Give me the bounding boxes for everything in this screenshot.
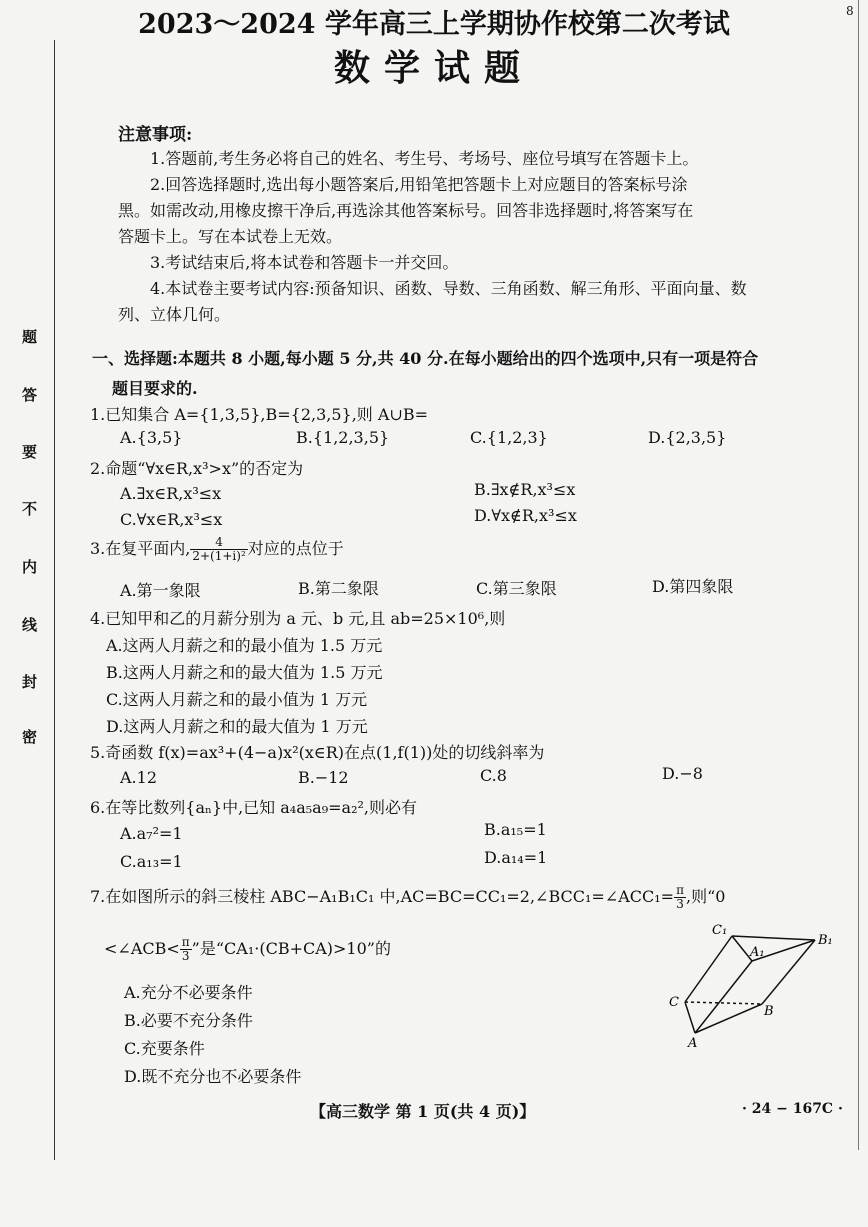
fraction: $\frac{\pi}{3}$ xyxy=(676,883,684,911)
notice-item: 1.答题前,考生务必将自己的姓名、考生号、考场号、座位号填写在答题卡上。 xyxy=(150,149,699,168)
vertex-label-c1: C₁ xyxy=(712,923,728,938)
prism-figure xyxy=(660,916,840,1051)
question-4-option-c: C.这两人月薪之和的最小值为 1 万元 xyxy=(106,690,368,709)
question-2-stem: 2.命题“∀x∈R,x³>x”的否定为 xyxy=(90,459,304,478)
question-3-option-d: D.第四象限 xyxy=(652,577,734,596)
question-5-option-d: D.−8 xyxy=(662,764,703,783)
seal-char: 内 xyxy=(22,558,38,576)
question-1-option-d: D.{2,3,5} xyxy=(648,428,727,447)
seal-char: 密 xyxy=(22,728,38,746)
question-2-option-b: B.∃x∉R,x³≤x xyxy=(474,480,576,499)
question-3-stem: 3.在复平面内, $\frac{4}{\text{2+(1+i)²}}$ 对应的点位于 xyxy=(90,535,344,563)
question-7-option-a: A.充分不必要条件 xyxy=(124,983,253,1002)
question-6-option-c: C.a₁₃=1 xyxy=(120,852,183,871)
question-2-option-c: C.∀x∈R,x³≤x xyxy=(120,510,223,529)
question-3-option-a: A.第一象限 xyxy=(120,581,201,600)
question-1-option-a: A.{3,5} xyxy=(120,428,183,447)
seal-char: 线 xyxy=(22,616,38,634)
question-7-stem-line2: <∠ACB< $\frac{\pi}{3}$ ”是“CA₁·(CB+CA)>10”的 xyxy=(104,935,391,963)
question-1-option-b: B.{1,2,3,5} xyxy=(296,428,390,447)
question-5-option-b: B.−12 xyxy=(298,768,349,787)
question-3-option-c: C.第三象限 xyxy=(476,579,557,598)
seal-char: 要 xyxy=(22,443,38,461)
question-7-option-b: B.必要不充分条件 xyxy=(124,1011,253,1030)
question-5-stem: 5.奇函数 f(x)=ax³+(4−a)x²(x∈R)在点(1,f(1))处的切线斜率为 xyxy=(90,743,545,762)
seal-char: 封 xyxy=(22,673,38,691)
question-6-stem: 6.在等比数列{aₙ}中,已知 a₄a₅a₉=a₂²,则必有 xyxy=(90,798,417,817)
vertex-label-b1: B₁ xyxy=(818,933,833,948)
question-7-option-c: C.充要条件 xyxy=(124,1039,205,1058)
exam-title: 2023～2024 学年高三上学期协作校第二次考试 xyxy=(138,9,730,40)
seal-char: 不 xyxy=(22,500,38,518)
section-heading: 一、选择题:本题共 8 小题,每小题 5 分,共 40 分.在每小题给出的四个选项中,只有一项是符合 xyxy=(92,349,759,368)
question-6-option-a: A.a₇²=1 xyxy=(120,824,183,843)
question-2-option-d: D.∀x∉R,x³≤x xyxy=(474,506,577,525)
question-4-option-d: D.这两人月薪之和的最大值为 1 万元 xyxy=(106,717,368,736)
page-info: 【高三数学 第 1 页(共 4 页)】 xyxy=(310,1102,536,1121)
question-4-option-b: B.这两人月薪之和的最大值为 1.5 万元 xyxy=(106,663,383,682)
question-4-stem: 4.已知甲和乙的月薪分别为 a 元、b 元,且 ab=25×10⁶,则 xyxy=(90,609,506,628)
question-2-option-a: A.∃x∈R,x³≤x xyxy=(120,484,222,503)
question-7-option-d: D.既不充分也不必要条件 xyxy=(124,1067,302,1086)
fraction: $\frac{\pi}{3}$ xyxy=(181,935,190,963)
notice-item: 2.回答选择题时,选出每小题答案后,用铅笔把答题卡上对应题目的答案标号涂 xyxy=(150,175,688,194)
corner-mark: 8 xyxy=(846,4,854,18)
notice-item: 黑。如需改动,用橡皮擦干净后,再选涂其他答案标号。回答非选择题时,将答案写在 xyxy=(118,201,694,220)
question-6-option-b: B.a₁₅=1 xyxy=(484,820,547,839)
notice-item: 3.考试结束后,将本试卷和答题卡一并交回。 xyxy=(150,253,459,272)
page-edge-line xyxy=(858,0,859,1150)
question-7-stem-line1: 7.在如图所示的斜三棱柱 ABC−A₁B₁C₁ 中,AC=BC=CC₁=2,∠BCC₁=∠ACC₁= $\frac{\pi}{3}$ ,则“0 xyxy=(90,883,726,911)
exam-code: · 24 − 167C · xyxy=(742,1101,843,1117)
fraction: $\frac{4}{\text{2+(1+i)²}}$ xyxy=(192,535,246,563)
notice-heading: 注意事项: xyxy=(118,125,193,145)
notice-item: 4.本试卷主要考试内容:预备知识、函数、导数、三角函数、解三角形、平面向量、数 xyxy=(150,279,747,298)
question-1-stem: 1.已知集合 A={1,3,5},B={2,3,5},则 A∪B= xyxy=(90,405,429,424)
question-1-option-c: C.{1,2,3} xyxy=(470,428,548,447)
vertex-label-a: A xyxy=(688,1036,698,1051)
binding-line xyxy=(54,40,55,1160)
question-5-option-a: A.12 xyxy=(120,768,157,787)
notice-item: 列、立体几何。 xyxy=(118,305,231,324)
question-3-option-b: B.第二象限 xyxy=(298,579,379,598)
question-4-option-a: A.这两人月薪之和的最小值为 1.5 万元 xyxy=(106,636,383,655)
question-6-option-d: D.a₁₄=1 xyxy=(484,848,548,867)
vertex-label-b: B xyxy=(764,1004,774,1019)
vertex-label-c: C xyxy=(669,995,679,1010)
section-heading-cont: 题目要求的. xyxy=(112,379,198,398)
question-5-option-c: C.8 xyxy=(480,766,507,785)
notice-item: 答题卡上。写在本试卷上无效。 xyxy=(118,227,343,246)
subject-title: 数学试题 xyxy=(333,47,534,89)
seal-char: 答 xyxy=(22,386,38,404)
seal-char: 题 xyxy=(22,328,38,346)
vertex-label-a1: A₁ xyxy=(750,945,765,960)
